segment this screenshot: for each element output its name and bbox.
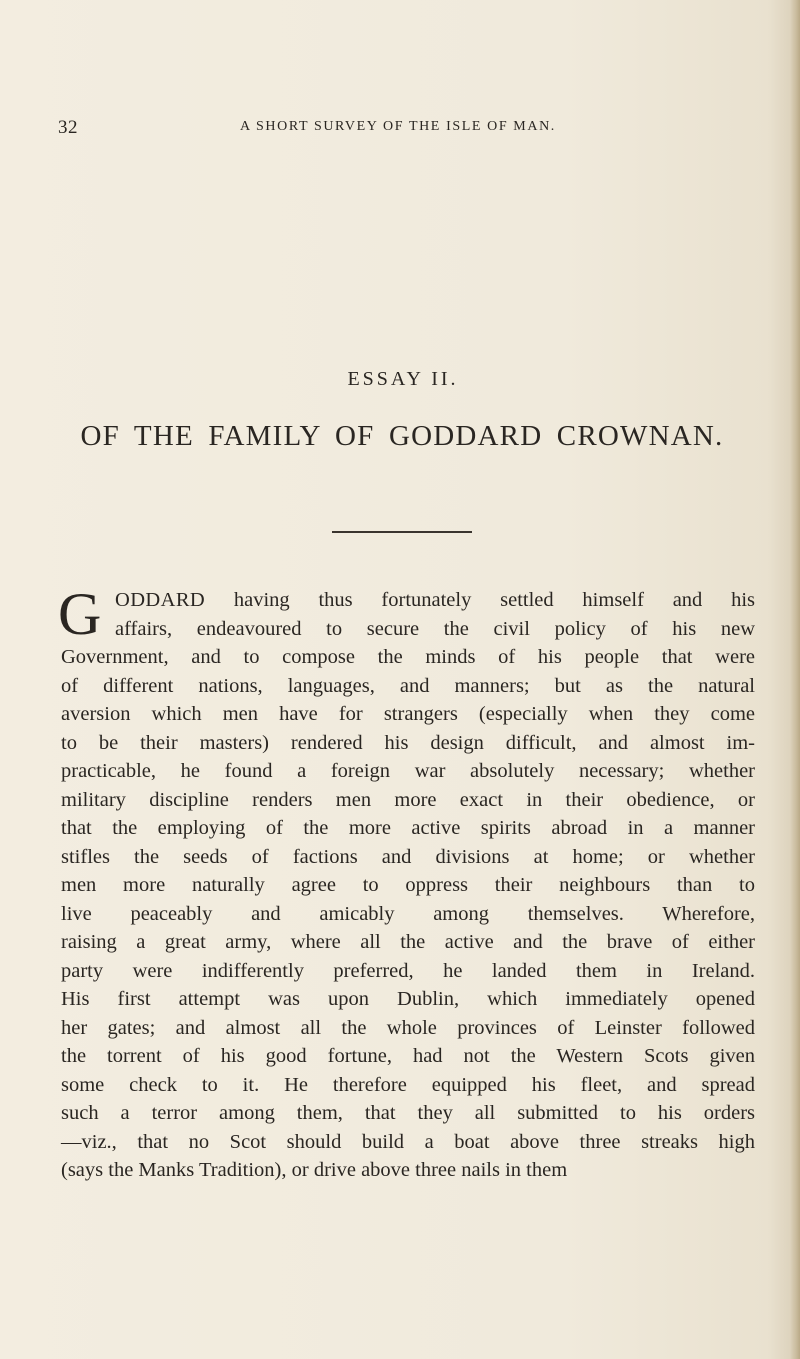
page-edge-shadow (790, 0, 800, 1359)
body-line: of different nations, languages, and manners; but as the natural (61, 674, 755, 697)
essay-title: OF THE FAMILY OF GODDARD CROWNAN. (80, 420, 724, 452)
body-line: practicable, he found a foreign war absolutely necessary; whether (61, 760, 755, 782)
body-line: live peaceably and amicably among themselves. Wherefore, (61, 902, 755, 925)
running-title: A SHORT SURVEY OF THE ISLE OF MAN. (240, 119, 556, 134)
page-number: 32 (58, 117, 78, 138)
body-line: aversion which men have for strangers (especially when they come (61, 703, 755, 725)
body-line (61, 586, 755, 615)
body-line: some check to it. He therefore equipped his fleet, and spread (61, 1073, 755, 1096)
body-line: Government, and to compose the minds of his people that were (61, 646, 755, 668)
essay-number: ESSAY II. (347, 368, 459, 390)
body-line: her gates; and almost all the whole provinces of Leinster followed (61, 1016, 755, 1039)
body-line: military discipline renders men more exact in their obedience, or (61, 788, 755, 811)
body-line: stifles the seeds of factions and divisions at home; or whether (61, 845, 755, 868)
drop-cap: G (58, 581, 102, 647)
body-line: to be their masters) rendered his design difficult, and almost im- (61, 731, 755, 754)
body-line: men more naturally agree to oppress their neighbours than to (61, 874, 755, 896)
body-line: raising a great army, where all the active and the brave of either (61, 931, 755, 953)
running-head (0, 117, 800, 141)
body-line: (says the Manks Tradition), or drive above three nails in them (61, 1159, 568, 1181)
body-line: His first attempt was upon Dublin, which immediately opened (61, 988, 755, 1010)
body-line: the torrent of his good fortune, had not the Western Scots given (61, 1045, 755, 1067)
body-line: such a terror among them, that they all submitted to his orders (61, 1102, 755, 1124)
body-line: that the employing of the more active spirits abroad in a manner (61, 817, 755, 839)
body-line: party were indifferently preferred, he landed them in Ireland. (61, 959, 755, 982)
title-divider (332, 531, 472, 533)
essay-body (58, 581, 755, 1185)
body-line: —viz., that no Scot should build a boat above three streaks high (61, 1130, 755, 1153)
body-line-text: having thus fortunately settled himself and his (205, 589, 755, 611)
body-line: affairs, endeavoured to secure the civil policy of his new (115, 617, 755, 640)
first-word: ODDARD (115, 589, 206, 611)
